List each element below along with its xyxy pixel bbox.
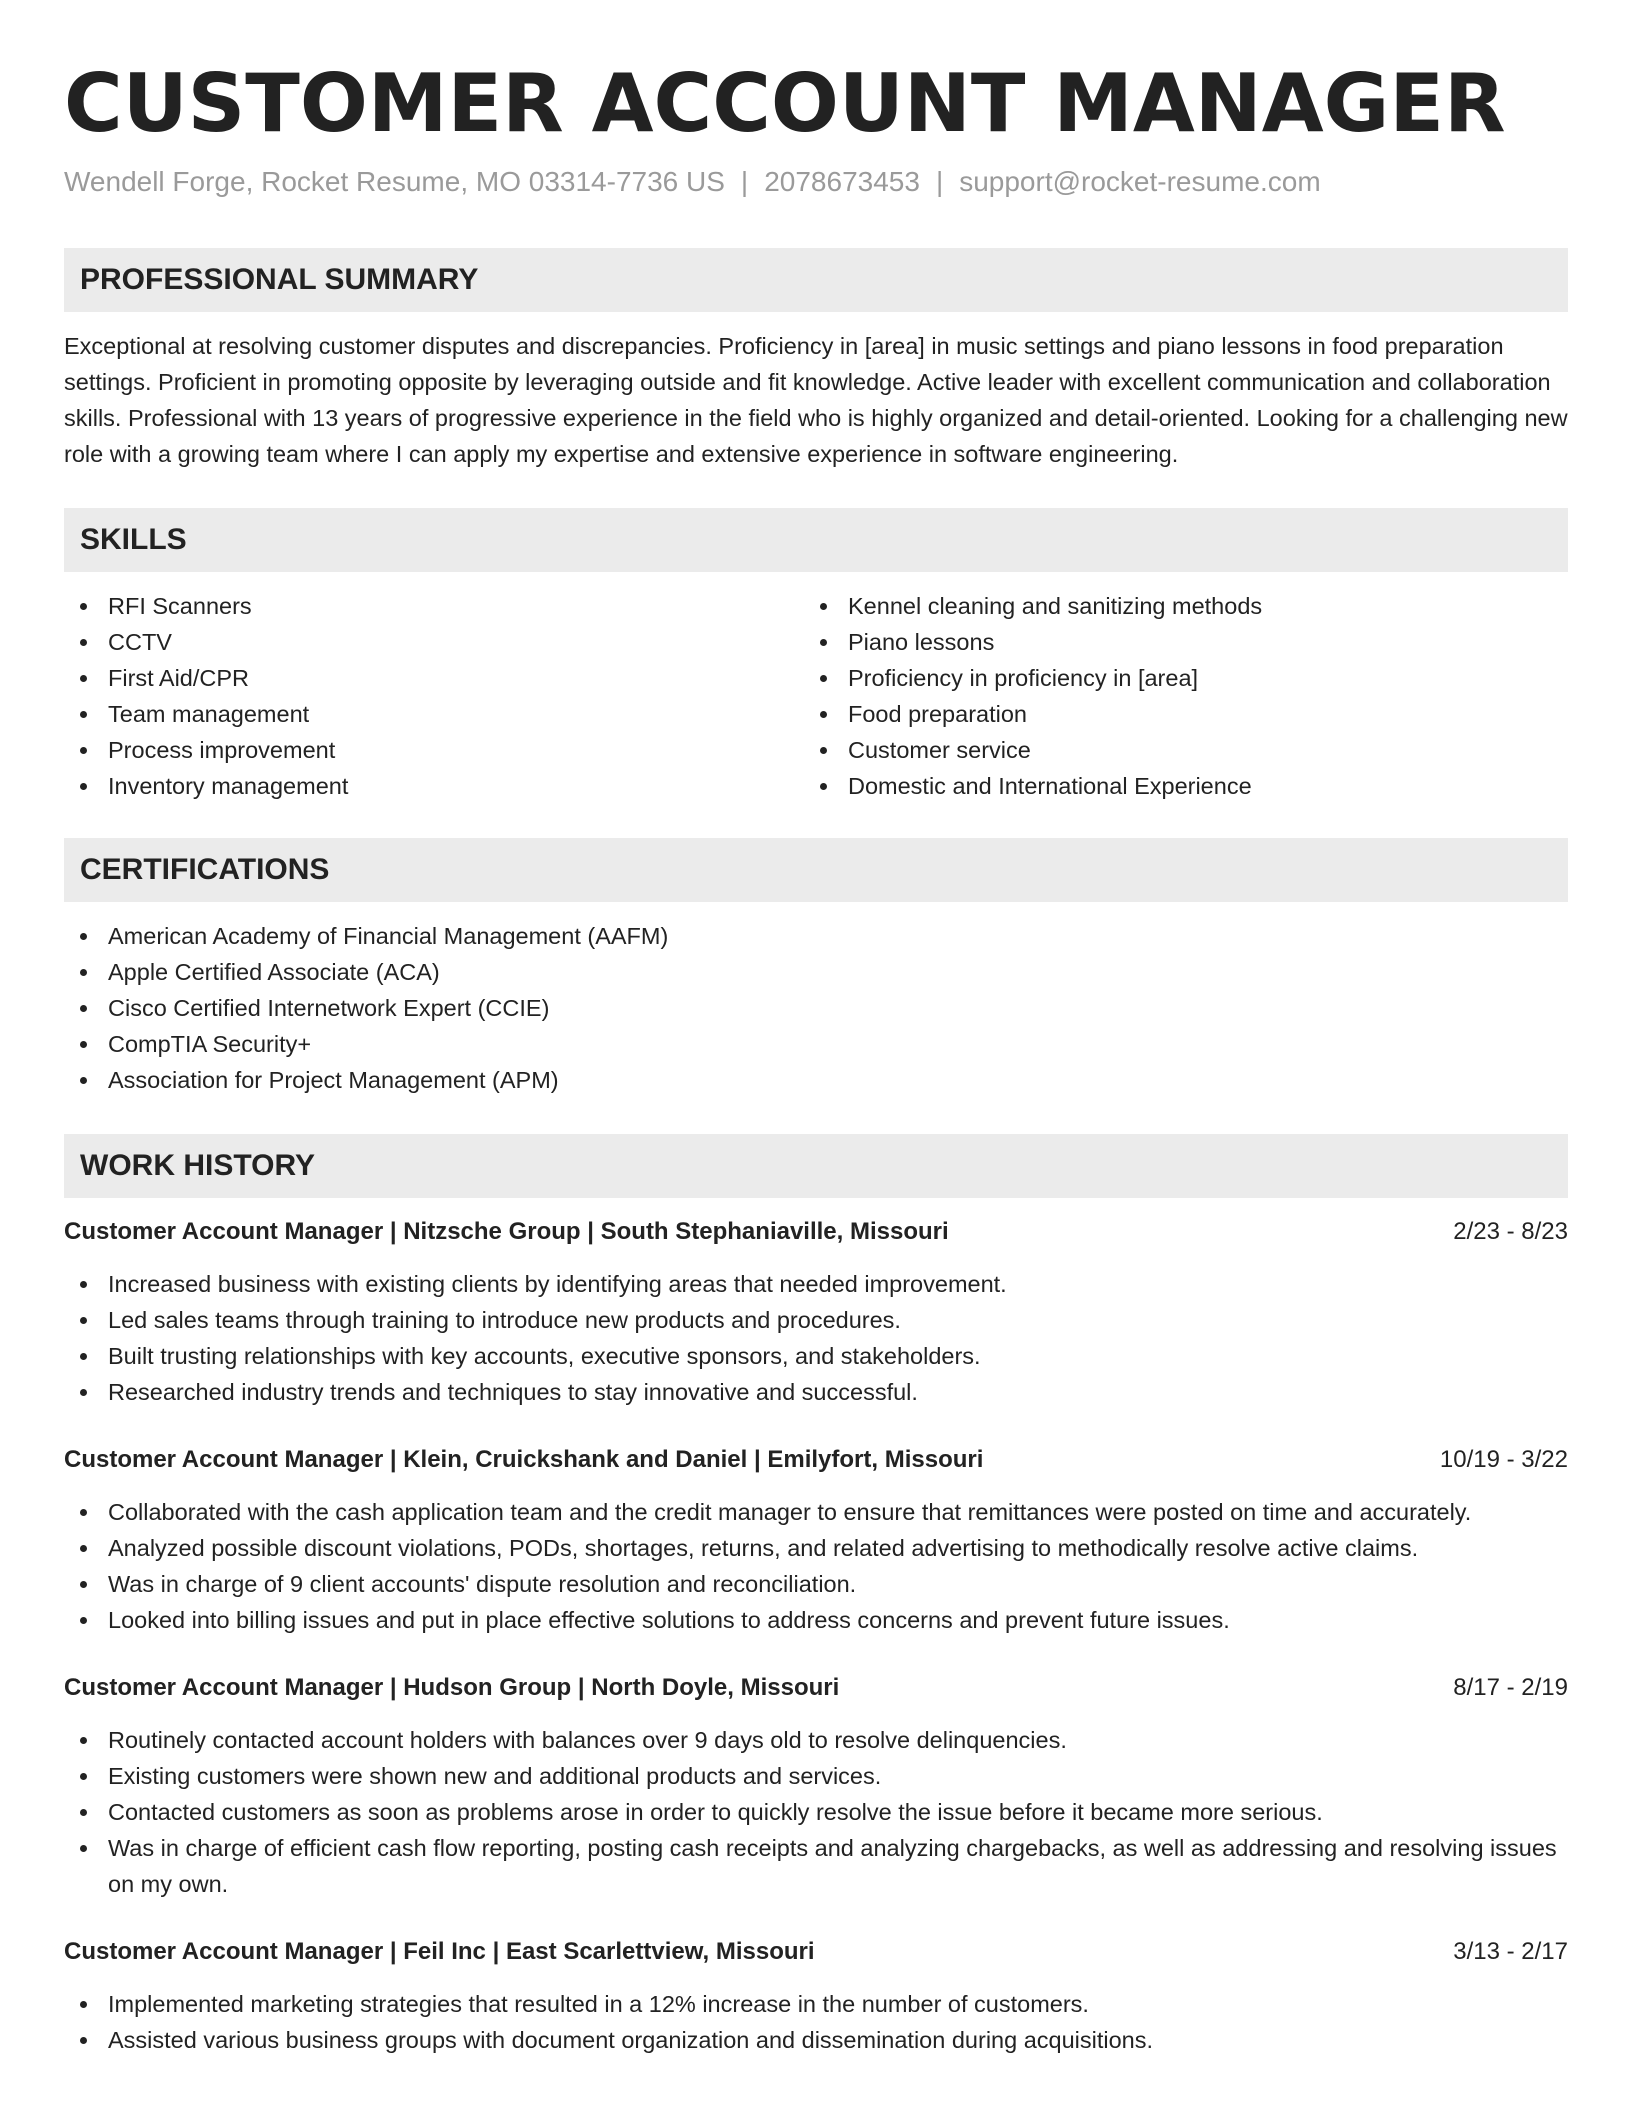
contact-line bbox=[64, 164, 1568, 200]
job-dates: 2/23 - 8/23 bbox=[1453, 1218, 1568, 1245]
job-bullet: Was in charge of efficient cash flow reporting, posting cash receipts and analyzing chargebacks, as well as addressing and resolving issues on my own. bbox=[64, 1830, 1568, 1902]
skill-item: Domestic and International Experience bbox=[804, 768, 1262, 804]
skill-item: Team management bbox=[64, 696, 804, 732]
skill-item: Proficiency in proficiency in [area] bbox=[804, 660, 1262, 696]
skills-column-right bbox=[804, 588, 1262, 804]
job-entry bbox=[64, 1670, 1568, 1902]
job-header bbox=[64, 1934, 1568, 1970]
skill-item: RFI Scanners bbox=[64, 588, 804, 624]
job-bullet: Implemented marketing strategies that resulted in a 12% increase in the number of customers. bbox=[64, 1986, 1568, 2022]
job-bullets bbox=[64, 1266, 1568, 1410]
job-title: Customer Account Manager | Hudson Group | North Doyle, Missouri bbox=[64, 1674, 840, 1701]
job-entry bbox=[64, 1934, 1568, 2058]
contact-separator: | bbox=[740, 166, 749, 197]
job-bullet: Contacted customers as soon as problems arose in order to quickly resolve the issue before it became more serious. bbox=[64, 1794, 1568, 1830]
certification-item: American Academy of Financial Management (AAFM) bbox=[64, 918, 1568, 954]
job-bullet: Looked into billing issues and put in place effective solutions to address concerns and prevent future issues. bbox=[64, 1602, 1568, 1638]
job-bullet: Built trusting relationships with key accounts, executive sponsors, and stakeholders. bbox=[64, 1338, 1568, 1374]
job-bullet: Routinely contacted account holders with balances over 9 days old to resolve delinquencies. bbox=[64, 1722, 1568, 1758]
resume-title: CUSTOMER ACCOUNT MANAGER bbox=[64, 57, 1506, 150]
job-bullet: Assisted various business groups with document organization and dissemination during acquisitions. bbox=[64, 2022, 1568, 2058]
contact-phone: 2078673453 bbox=[764, 166, 920, 197]
job-bullet: Researched industry trends and techniques to stay innovative and successful. bbox=[64, 1374, 1568, 1410]
job-bullet: Led sales teams through training to introduce new products and procedures. bbox=[64, 1302, 1568, 1338]
job-title: Customer Account Manager | Nitzsche Group | South Stephaniaville, Missouri bbox=[64, 1218, 949, 1245]
contact-email: support@rocket-resume.com bbox=[959, 166, 1321, 197]
job-bullets bbox=[64, 1722, 1568, 1902]
skill-item: Customer service bbox=[804, 732, 1262, 768]
job-dates: 10/19 - 3/22 bbox=[1439, 1446, 1568, 1473]
contact-address: Wendell Forge, Rocket Resume, MO 03314-7736 US bbox=[64, 166, 725, 197]
job-entry bbox=[64, 1214, 1568, 1410]
certification-item: Apple Certified Associate (ACA) bbox=[64, 954, 1568, 990]
certification-item: Association for Project Management (APM) bbox=[64, 1062, 1568, 1098]
job-header bbox=[64, 1214, 1568, 1250]
contact-separator: | bbox=[935, 166, 944, 197]
summary-text: Exceptional at resolving customer disputes and discrepancies. Proficiency in [area] in music settings and piano lessons in food preparation settings. Proficient in promoting opposite by leveraging outside and fit knowledge. Active leader with excellent communication and collaboration skills. Professional with 13 years of progressive experience in the field who is highly organized and detail-oriented. Looking for a challenging new role with a growing team where I can apply my expertise and extensive experience in software engineering. bbox=[64, 333, 1568, 467]
job-entry bbox=[64, 1442, 1568, 1638]
job-bullet: Existing customers were shown new and additional products and services. bbox=[64, 1758, 1568, 1794]
job-bullet: Analyzed possible discount violations, PODs, shortages, returns, and related advertising to methodically resolve active claims. bbox=[64, 1530, 1568, 1566]
certification-item: CompTIA Security+ bbox=[64, 1026, 1568, 1062]
skill-item: Kennel cleaning and sanitizing methods bbox=[804, 588, 1262, 624]
job-dates: 3/13 - 2/17 bbox=[1453, 1938, 1568, 1965]
skill-item: Piano lessons bbox=[804, 624, 1262, 660]
skill-item: Inventory management bbox=[64, 768, 804, 804]
skills-section-header: SKILLS bbox=[64, 508, 1568, 572]
skill-item: Process improvement bbox=[64, 732, 804, 768]
job-header bbox=[64, 1670, 1568, 1706]
certifications-list bbox=[64, 918, 1568, 1098]
skill-item: CCTV bbox=[64, 624, 804, 660]
job-bullets bbox=[64, 1986, 1568, 2058]
job-bullet: Increased business with existing clients by identifying areas that needed improvement. bbox=[64, 1266, 1568, 1302]
job-header bbox=[64, 1442, 1568, 1478]
summary-section-header: PROFESSIONAL SUMMARY bbox=[64, 248, 1568, 312]
job-title: Customer Account Manager | Feil Inc | East Scarlettview, Missouri bbox=[64, 1938, 815, 1965]
skills-column-left bbox=[64, 588, 804, 804]
skill-item: First Aid/CPR bbox=[64, 660, 804, 696]
certifications-section-header: CERTIFICATIONS bbox=[64, 838, 1568, 902]
job-title: Customer Account Manager | Klein, Cruickshank and Daniel | Emilyfort, Missouri bbox=[64, 1446, 984, 1473]
skills-list bbox=[64, 588, 1568, 804]
certification-item: Cisco Certified Internetwork Expert (CCIE) bbox=[64, 990, 1568, 1026]
skill-item: Food preparation bbox=[804, 696, 1262, 732]
work-history-section-header: WORK HISTORY bbox=[64, 1134, 1568, 1198]
job-bullet: Was in charge of 9 client accounts' dispute resolution and reconciliation. bbox=[64, 1566, 1568, 1602]
job-bullets bbox=[64, 1494, 1568, 1638]
job-dates: 8/17 - 2/19 bbox=[1453, 1674, 1568, 1701]
job-bullet: Collaborated with the cash application team and the credit manager to ensure that remittances were posted on time and accurately. bbox=[64, 1494, 1568, 1530]
